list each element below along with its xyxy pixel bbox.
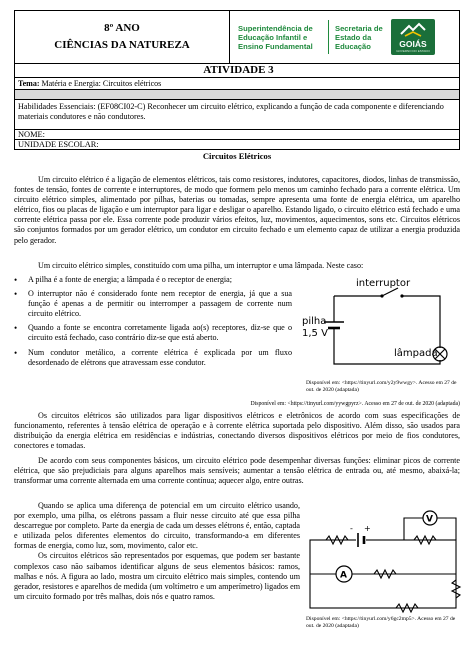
wire-top-right (402, 296, 440, 348)
list-item: • O interruptor não é considerado fonte nem receptor de energia, já que a sua função é apenas a de permitir ou interromper a passagem de corrente num circuito elétrico. (14, 289, 292, 319)
interruptor-label: interruptor (356, 278, 411, 289)
left-column (14, 501, 300, 602)
battery-plus: + (364, 524, 371, 533)
switch-contact-right (400, 294, 403, 297)
grade-label: 8º ANO (104, 22, 140, 34)
tema-value: Matéria e Energia: Circuitos elétricos (39, 79, 162, 88)
activity-title: ATIVIDADE 3 (14, 64, 460, 78)
paragraph-uses: Os circuitos elétricos são utilizados para ligar dispositivos elétricos e eletrônicos de acordo com suas especificações de funcionamento, referentes à tensão elétrica de operação e à corrente elétrica suportada pelo dispositivo. Além disso, são usados para distribuição da energia elétrica em residências e indústrias, conectando diversos dispositivos elétricos por meio de fios condutores, conectores e tomadas. (14, 411, 460, 451)
activity-page (14, 10, 460, 662)
mesh-circuit-figure (304, 510, 462, 614)
switch-lever (382, 288, 398, 296)
section-title: Circuitos Elétricos (202, 151, 272, 161)
paragraph-simple-circuit: Um circuito elétrico simples, constituído com uma pilha, um interruptor e uma lâmpada. Neste caso: (38, 261, 364, 270)
bird-icon (399, 22, 427, 38)
voltage-label: 1,5 V (302, 328, 328, 339)
figure1-caption: Disponível em: <https://tinyurl.com/y2y9wwgy>. Acesso em 27 de out. de 2020 (adaptada) (306, 380, 457, 393)
paragraph-intro: Um circuito elétrico é a ligação de elementos elétricos, tais como resistores, indutores, capacitores, diodos, linhas de transmissão, fontes de tensão, fontes de corrente e interruptores, de modo que formem pelo menos um caminho fechado para a corrente elétrica. Um circuito elétrico simples, alimentado por pilhas, baterias ou tomadas, sempre apresenta uma fonte de energia elétrica, um aparelho elétrico, fios ou placas de ligação e um interruptor para ligar e desligar o aparelho. Estando ligado, o circuito elétrico está fechado e uma corrente elétrica passa por ele. Essa corrente pode produzir vários efeitos, luz, movimentos, aquecimentos, sons etc. Circuitos elétricos são conjuntos formados por um gerador elétrico, um condutor em circuito fechado e um elemento capaz de utilizar a energia produzida pelo gerador. (14, 175, 460, 245)
switch-contact-left (380, 294, 383, 297)
logo-subtext: GOVERNO DO ESTADO (396, 49, 430, 53)
list-item: • Quando a fonte se encontra corretamente ligada ao(s) receptores, diz-se que o circuito está fechado, caso contrário diz-se que está aberto. (14, 323, 292, 343)
habilidades-row (14, 90, 460, 130)
ammeter-label: A (340, 570, 347, 581)
source-line: Disponível em: <https://tinyurl.com/yywgpyrz>. Acesso em 27 de out. de 2020 (adaptada) (250, 401, 460, 407)
bullet-icon: • (14, 323, 18, 334)
bullet-icon: • (14, 275, 18, 285)
list-item: • A pilha é a fonte de energia; a lâmpada é o receptor de energia; (14, 275, 232, 285)
bullet-icon: • (14, 347, 18, 358)
header-left (15, 11, 230, 63)
habilidades-band (15, 90, 459, 100)
superintendencia-label: Superintendência de Educação Infantil e Ensino Fundamental (238, 23, 313, 51)
battery-minus: - (350, 524, 353, 533)
unidade-escolar-field[interactable]: UNIDADE ESCOLAR: (14, 140, 460, 150)
simple-circuit-figure (294, 272, 462, 380)
voltmeter-label: V (426, 514, 433, 525)
pilha-label: pilha (302, 316, 327, 327)
header (14, 10, 460, 64)
bullet-list (14, 275, 292, 372)
goias-logo (391, 19, 435, 55)
figure2-caption: Disponível em: <https://tinyurl.com/y6gc2mp5>. Acesso em 27 de out. de 2020 (adaptada) (306, 616, 456, 629)
tema-label: Tema: (18, 79, 40, 88)
header-divider (328, 20, 329, 54)
logo-word: GOIÁS (399, 39, 427, 49)
header-right (230, 11, 459, 63)
habilidades-text: Habilidades Essenciais: (EF08CI02-C) Reconhecer um circuito elétrico, explicando a função de cada componente e diferenciando materiais condutores e não condutores. (18, 102, 444, 121)
paragraph-potential: Quando se aplica uma diferença de potencial em um circuito elétrico usando, por exemplo, uma pilha, os elétrons passam a fluir nesse circuito até que essa pilha descarregue por completo. Parte da energia de cada um desses elétrons é, então, captada e utilizada pelos diferentes elementos do circuito, transformando-a em diferentes formas de energia, como luz, som, movimento, calor etc. (14, 501, 300, 551)
bullet-icon: • (14, 289, 18, 300)
tema-row (14, 78, 460, 90)
subject-label: CIÊNCIAS DA NATUREZA (54, 39, 190, 51)
nome-field[interactable]: NOME: (14, 130, 460, 140)
list-item: • Num condutor metálico, a corrente elétrica é explicada por um fluxo desordenado de elétrons que atravessam esse condutor. (14, 347, 292, 367)
paragraph-schemes: Os circuitos elétricos são representados por esquemas, que podem ser bastante complexos caso não saibamos identificar alguns de seus elementos básicos: ramos, malhas e nós. A figura ao lado, mostra um circuito elétrico mais simples, contendo um gerador, resistores e aparelhos de medida (um voltímetro e um amperímetro) ligados em um circuito formado por três malhas, dois nós e quatro ramos. (14, 551, 300, 601)
paragraph-functions: De acordo com seus componentes básicos, um circuito elétrico pode desempenhar diversas funções: eliminar picos de corrente elétrica, que são prejudiciais para alguns aparelhos mais sensíveis; aumentar a tensão elétrica de entrada ou, até mesmo, abaixá-la; transformar uma corrente alternada em uma corrente contínua; aquecer algo, entre outras. (14, 456, 460, 486)
lampada-label: lâmpada (394, 348, 438, 359)
secretaria-label: Secretaria de Estado da Educação (335, 23, 383, 51)
